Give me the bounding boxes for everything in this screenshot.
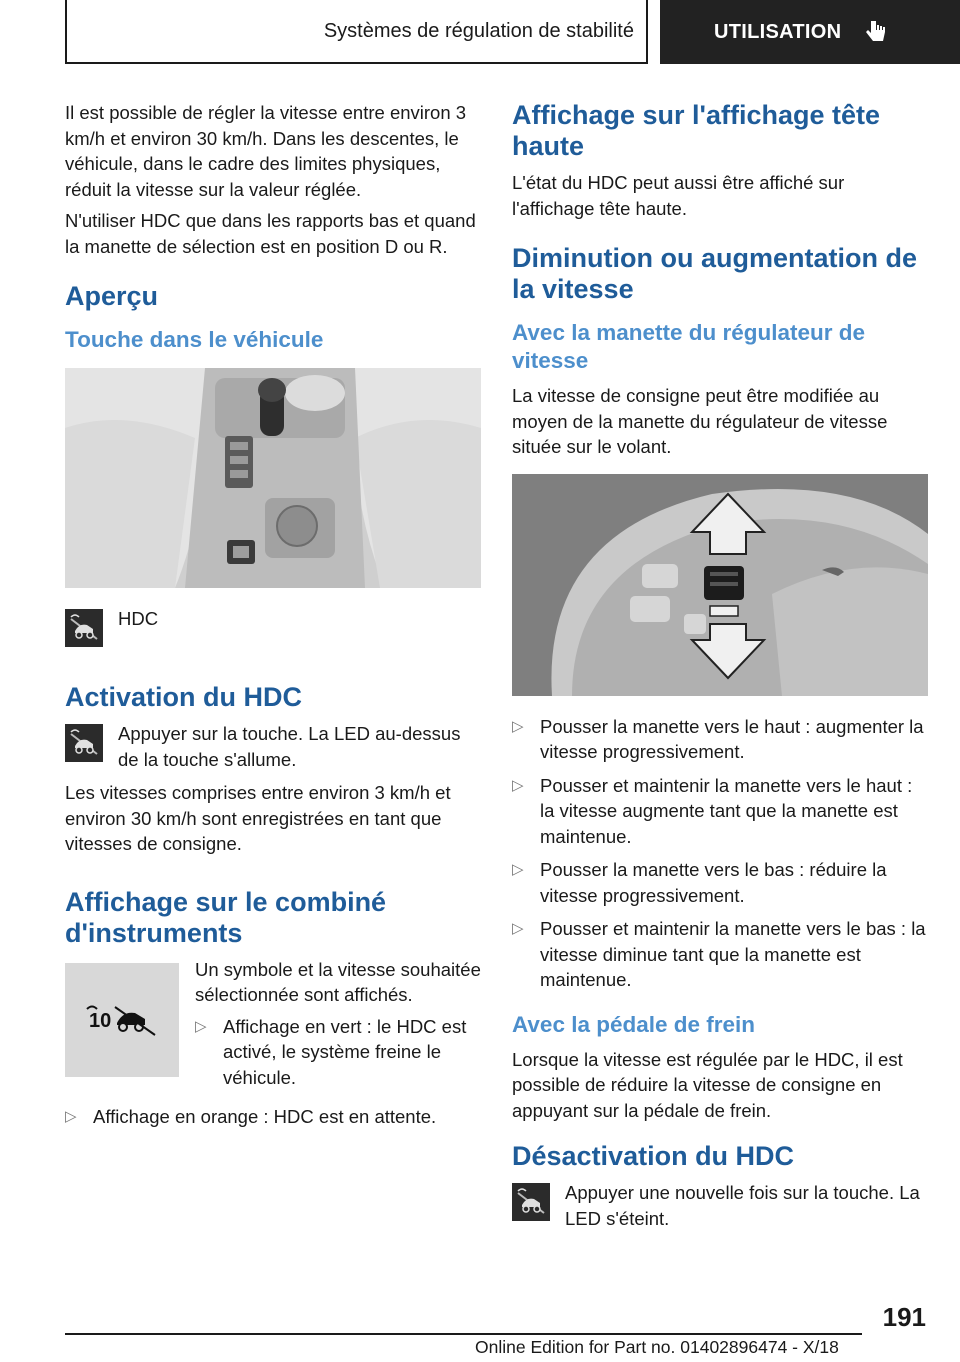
list-item: [195, 1014, 481, 1091]
activation-text: Appuyer sur la touche. La LED au-dessus de la touche s'allume.: [118, 723, 461, 770]
header-chapter-tab: [660, 0, 960, 64]
triangle-right-icon: ▷: [512, 861, 524, 878]
cluster-text: Un symbole et la vitesse souhaitée sélectionnée sont affichés.: [195, 958, 481, 1005]
bullet-text: Pousser la manette vers le haut : augmenter la vitesse progressivement.: [540, 715, 924, 762]
triangle-right-icon: ▷: [512, 776, 524, 794]
triangle-right-icon: ▷: [512, 920, 524, 937]
footer-edition-text: Online Edition for Part no. 01402896474 - X/18: [475, 1337, 839, 1357]
triangle-right-icon: ▷: [65, 1108, 77, 1125]
hand-pointer-icon: [863, 19, 887, 45]
bullet-text: Pousser la manette vers le bas : réduire la vitesse progressivement.: [540, 859, 887, 906]
deactivation-row: [512, 1180, 928, 1231]
intro-paragraph-2: N'utiliser HDC que dans les rapports bas et quand la manette de sélection est en position D ou R.: [65, 210, 476, 257]
header-section-title-box: [65, 0, 648, 64]
hud-text: L'état du HDC peut aussi être affiché sur l'affichage tête haute.: [512, 172, 845, 219]
hdc-caption-row: [65, 606, 481, 652]
activation-row: [65, 721, 481, 772]
list-item: [512, 773, 928, 850]
cluster-bullets-inner: [195, 1014, 481, 1091]
page-number: 191: [882, 1302, 926, 1332]
heading-deactivation: Désactivation du HDC: [512, 1141, 795, 1171]
center-console-photo: [65, 368, 481, 588]
hill-descent-control-icon: [65, 609, 103, 652]
heading-speed-change: Diminution ou augmentation de la vitesse: [512, 243, 917, 304]
list-item: [512, 916, 928, 993]
chapter-title: UTILISATION: [714, 20, 842, 43]
right-column: [512, 100, 928, 1239]
bullet-text: Affichage en vert : le HDC est activé, le système freine le véhicule.: [223, 1015, 467, 1088]
cluster-bullets-outer: [65, 1104, 481, 1130]
deactivation-text: Appuyer une nouvelle fois sur la touche. La LED s'éteint.: [565, 1182, 920, 1229]
heading-brake-pedal: Avec la pédale de frein: [512, 1011, 756, 1037]
heading-overview: Aperçu: [65, 281, 159, 311]
heading-cruise-lever: Avec la manette du régulateur de vitesse: [512, 320, 866, 373]
bullet-text: Affichage en orange : HDC est en attente.: [93, 1106, 437, 1127]
left-column: [65, 100, 481, 1138]
hill-descent-control-icon: [512, 1183, 550, 1226]
hill-descent-control-icon: [65, 724, 103, 767]
list-item: [512, 857, 928, 908]
brake-text: Lorsque la vitesse est régulée par le HDC, il est possible de réduire la vitesse de consigne en appuyant sur la pédale de frein.: [512, 1048, 903, 1121]
triangle-right-icon: ▷: [512, 717, 524, 735]
heading-head-up-display: Affichage sur l'affichage tête haute: [512, 100, 881, 161]
steering-wheel-lever-photo: [512, 474, 928, 696]
list-item: [512, 714, 928, 765]
list-item: [65, 1104, 481, 1130]
cluster-display-image: [65, 963, 179, 1082]
hdc-caption: HDC: [118, 608, 159, 629]
bullet-text: Pousser et maintenir la manette vers le bas : la vitesse diminue tant que la manette est maintenue.: [540, 918, 926, 990]
triangle-right-icon: ▷: [195, 1017, 207, 1035]
cluster-block: [65, 957, 481, 1099]
speeds-text: Les vitesses comprises entre environ 3 km/h et environ 30 km/h sont enregistrées en tant que vitesses de consigne.: [65, 782, 451, 854]
intro-paragraph-1: Il est possible de régler la vitesse entre environ 3 km/h et environ 30 km/h. Dans les descentes, le véhicule, dans le cadre des limites physiques, réduit la vitesse sur la valeur réglée.: [65, 102, 467, 200]
heading-activation: Activation du HDC: [65, 682, 303, 712]
heading-instrument-cluster: Affichage sur le combiné d'instruments: [65, 886, 387, 948]
section-title: Systèmes de régulation de stabilité: [323, 19, 634, 42]
footer-rule: [65, 1333, 862, 1335]
heading-button-in-vehicle: Touche dans le véhicule: [65, 327, 324, 352]
bullet-text: Pousser et maintenir la manette vers le haut : la vitesse augmente tant que la manette est maintenue.: [540, 774, 913, 847]
lever-text: La vitesse de consigne peut être modifiée au moyen de la manette du régulateur de vitesse située sur le volant.: [512, 385, 888, 457]
cluster-speed-value: 10: [89, 1009, 112, 1032]
lever-bullets: [512, 714, 928, 993]
cluster-text-block: [195, 957, 481, 1099]
